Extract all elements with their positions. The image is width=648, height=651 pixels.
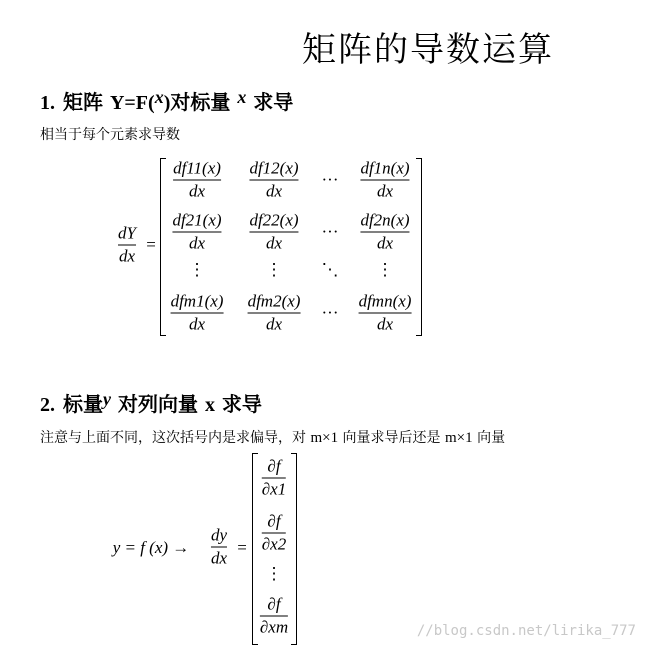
lhs-denominator: dx: [118, 246, 136, 266]
section1-pre: 矩阵: [63, 90, 103, 114]
dy-dx-fraction: [211, 526, 227, 569]
partial-cell: ∂f ∂x2: [261, 511, 287, 554]
matrix-cell: df12(x) dx: [249, 158, 299, 201]
section2-desc-pre: 注意与上面不同，这次括号内是求偏导，对: [40, 430, 306, 446]
matrix-dots: ⋮: [376, 260, 394, 279]
section1-math: Y=F(: [109, 92, 155, 114]
section2-desc-mid: 向量求导后还是: [342, 430, 441, 446]
equals-sign-2: =: [237, 538, 247, 557]
matrix-cell: df22(x) dx: [249, 210, 299, 253]
matrix-cell: df11(x) dx: [173, 158, 221, 201]
matrix-cell: dfm2(x) dx: [247, 291, 301, 334]
section1-number: 1.: [40, 92, 55, 114]
matrix-dots: ⋮: [265, 260, 283, 279]
matrix-cell: df2n(x) dx: [360, 210, 410, 253]
section2-desc-m1: m×1: [310, 430, 339, 446]
section1-description: 相当于每个元素求导数: [40, 127, 180, 143]
section1-var-x2: x: [237, 87, 247, 107]
section2-number: 2.: [40, 394, 55, 416]
section1-var-x: x: [154, 87, 164, 107]
matrix-cell: df21(x) dx: [172, 210, 222, 253]
section1-close-paren: ): [163, 92, 171, 114]
equals-sign-1: =: [146, 235, 156, 254]
matrix-cell: dfm1(x) dx: [170, 291, 224, 334]
partial-dots: ⋮: [265, 564, 283, 583]
matrix-dots: ···: [321, 222, 339, 241]
left-bracket-2: [252, 453, 258, 645]
matrix-dots: ···: [321, 170, 339, 189]
section2-mid: 对列向量: [117, 392, 198, 416]
partial-cell: ∂f ∂xm: [259, 594, 289, 637]
matrix-cell: df1n(x) dx: [360, 158, 410, 201]
section1-post: 求导: [253, 90, 294, 114]
matrix-cell: dfmn(x) dx: [358, 291, 412, 334]
section2-desc-m2: m×1: [445, 430, 473, 446]
matrix-dots: ⋮: [188, 260, 206, 279]
section2-var-y: y: [103, 389, 111, 409]
section2-pre: 标量: [63, 392, 103, 416]
section1-mid: 对标量: [170, 90, 231, 114]
section2-desc-post: 向量: [477, 430, 506, 446]
matrix-dots: ⋱: [321, 260, 339, 279]
watermark: //blog.csdn.net/lirika_777: [416, 623, 636, 639]
partial-cell: ∂f ∂x1: [261, 456, 287, 499]
dy-numerator: dy: [210, 525, 228, 545]
section2-post: 求导: [221, 392, 262, 416]
vector-lhs: y = f (x) →: [112, 538, 190, 557]
matrix-dots: ···: [321, 303, 339, 322]
page-title: 矩阵的导数运算: [302, 30, 554, 70]
dx-denominator: dx: [210, 548, 228, 568]
lhs-num-text: dY: [118, 223, 136, 243]
right-bracket-2: [291, 453, 297, 645]
section2-var-x: x: [204, 394, 215, 416]
